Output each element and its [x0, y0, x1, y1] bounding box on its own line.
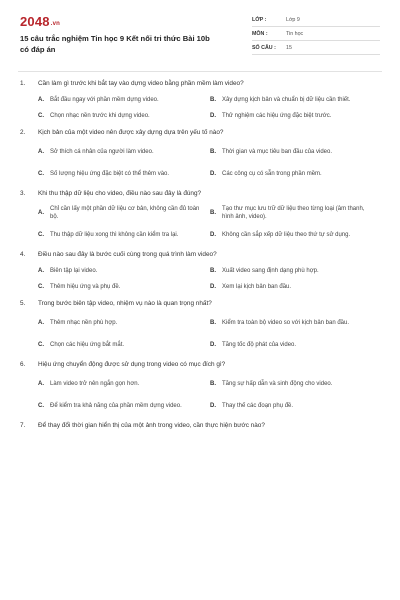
logo-domain: .vn: [50, 21, 61, 27]
option-letter: D.: [210, 113, 216, 119]
info-label: LỚP :: [252, 16, 267, 23]
question-text: Trong bước biên tập video, nhiệm vụ nào là quan trọng nhất?: [38, 300, 212, 307]
option-letter: C.: [38, 403, 44, 409]
option-b[interactable]: [210, 312, 382, 334]
option-text: Thời gian và mục tiêu ban đầu của video.: [222, 149, 333, 155]
info-value: 15: [286, 44, 292, 51]
question-6: [20, 361, 382, 417]
question-5: [20, 300, 382, 356]
option-text: Chỉ cần lấy một phần dữ liệu cơ bản, không cần đủ toàn bộ.: [50, 206, 200, 220]
header-divider: [18, 71, 382, 72]
option-a[interactable]: [38, 141, 210, 163]
option-letter: A.: [38, 210, 44, 216]
option-text: Số lượng hiệu ứng đặc biệt có thể thêm vào.: [50, 171, 170, 177]
page-title: 15 câu trắc nghiệm Tin học 9 Kết nối tri thức Bài 10b có đáp án: [20, 34, 210, 54]
question-2: [20, 129, 382, 185]
option-letter: B.: [210, 97, 216, 103]
option-letter: A.: [38, 97, 44, 103]
option-text: Tăng tốc độ phát của video.: [222, 342, 297, 348]
question-text: Khi thu thập dữ liệu cho video, điều nào sau đây là đúng?: [38, 190, 202, 197]
option-text: Tăng sự hấp dẫn và sinh động cho video.: [222, 381, 333, 387]
option-letter: A.: [38, 268, 44, 274]
option-c[interactable]: [38, 395, 210, 417]
option-a[interactable]: [38, 92, 210, 108]
option-a[interactable]: [38, 202, 210, 224]
option-letter: A.: [38, 320, 44, 326]
question-4: [20, 251, 382, 295]
option-text: Biên tập lại video.: [50, 268, 98, 274]
option-text: Thử nghiệm các hiệu ứng đặc biệt trước.: [222, 113, 332, 119]
question-list: [20, 80, 382, 439]
option-letter: D.: [210, 284, 216, 290]
option-text: Xây dựng kịch bản và chuẩn bị dữ liệu cần thiết.: [222, 97, 351, 103]
info-label: SỐ CÂU :: [252, 44, 276, 51]
option-text: Chọn các hiệu ứng bắt mắt.: [50, 342, 125, 348]
question-number: 7.: [20, 422, 26, 429]
question-text: Điều nào sau đây là bước cuối cùng trong quá trình làm video?: [38, 251, 217, 258]
option-text: Tạo thư mục lưu trữ dữ liệu theo từng loại (âm thanh, hình ảnh, video).: [222, 206, 365, 220]
info-label: MÔN :: [252, 30, 268, 37]
option-letter: A.: [38, 381, 44, 387]
option-text: Thêm nhạc nền phù hợp.: [50, 320, 118, 326]
option-text: Thay thế các đoạn phụ đề.: [222, 403, 294, 409]
question-text: Kịch bản của một video nên được xây dựng dựa trên yếu tố nào?: [38, 129, 224, 136]
option-c[interactable]: [38, 163, 210, 185]
option-c[interactable]: [38, 108, 210, 124]
option-letter: B.: [210, 210, 216, 216]
option-d[interactable]: [210, 395, 382, 417]
info-row-grade: [252, 13, 380, 27]
info-row-subject: [252, 27, 380, 41]
option-c[interactable]: [38, 224, 210, 246]
option-text: Thu thập dữ liệu xong thì không cần kiểm tra lại.: [50, 232, 179, 238]
option-text: Không cần sắp xếp dữ liệu theo thứ tự sử dụng.: [222, 232, 351, 238]
option-letter: C.: [38, 232, 44, 238]
option-b[interactable]: [210, 92, 382, 108]
question-text: Để thay đổi thời gian hiển thị của một ảnh trong video, cần thực hiện bước nào?: [38, 422, 265, 429]
option-text: Làm video trở nên ngắn gọn hơn.: [50, 381, 140, 387]
option-letter: D.: [210, 342, 216, 348]
option-letter: C.: [38, 284, 44, 290]
option-letter: B.: [210, 268, 216, 274]
option-letter: B.: [210, 320, 216, 326]
option-d[interactable]: [210, 224, 382, 246]
site-logo[interactable]: [20, 14, 60, 29]
option-letter: A.: [38, 149, 44, 155]
option-d[interactable]: [210, 279, 382, 295]
question-number: 4.: [20, 251, 26, 258]
question-text: Cần làm gì trước khi bắt tay vào dựng video bằng phần mềm làm video?: [38, 80, 244, 87]
question-3: [20, 190, 382, 246]
option-b[interactable]: [210, 141, 382, 163]
quiz-info-table: [252, 13, 380, 55]
option-text: Xuất video sang định dạng phù hợp.: [222, 268, 319, 274]
question-1: [20, 80, 382, 124]
question-text: Hiệu ứng chuyển động được sử dụng trong video có mục đích gì?: [38, 361, 226, 368]
logo-text: 2048: [20, 14, 50, 29]
option-text: Bắt đầu ngay với phần mềm dựng video.: [50, 97, 159, 103]
question-number: 6.: [20, 361, 26, 368]
option-letter: D.: [210, 171, 216, 177]
option-letter: D.: [210, 232, 216, 238]
info-value: Tin học: [286, 30, 304, 37]
option-letter: C.: [38, 171, 44, 177]
option-text: Chọn nhạc nền trước khi dựng video.: [50, 113, 150, 119]
option-b[interactable]: [210, 373, 382, 395]
option-d[interactable]: [210, 108, 382, 124]
question-number: 3.: [20, 190, 26, 197]
option-d[interactable]: [210, 163, 382, 185]
info-row-count: [252, 41, 380, 55]
question-number: 2.: [20, 129, 26, 136]
option-text: Thêm hiệu ứng và phụ đề.: [50, 284, 121, 290]
option-text: Xem lại kịch bản ban đầu.: [222, 284, 292, 290]
option-text: Sở thích cá nhân của người làm video.: [50, 149, 154, 155]
option-a[interactable]: [38, 263, 210, 279]
option-c[interactable]: [38, 334, 210, 356]
question-7: [20, 422, 382, 434]
option-b[interactable]: [210, 263, 382, 279]
option-letter: B.: [210, 149, 216, 155]
question-number: 5.: [20, 300, 26, 307]
option-letter: B.: [210, 381, 216, 387]
option-d[interactable]: [210, 334, 382, 356]
option-c[interactable]: [38, 279, 210, 295]
option-text: Để kiểm tra khả năng của phần mềm dựng video.: [50, 403, 182, 409]
info-value: Lớp 9: [286, 16, 300, 23]
option-letter: C.: [38, 113, 44, 119]
option-letter: C.: [38, 342, 44, 348]
option-b[interactable]: [210, 202, 382, 224]
option-a[interactable]: [38, 373, 210, 395]
option-letter: D.: [210, 403, 216, 409]
option-a[interactable]: [38, 312, 210, 334]
option-text: Kiểm tra toàn bộ video so với kịch bản ban đầu.: [222, 320, 350, 326]
option-text: Các công cụ có sẵn trong phần mềm.: [222, 171, 322, 177]
question-number: 1.: [20, 80, 26, 87]
